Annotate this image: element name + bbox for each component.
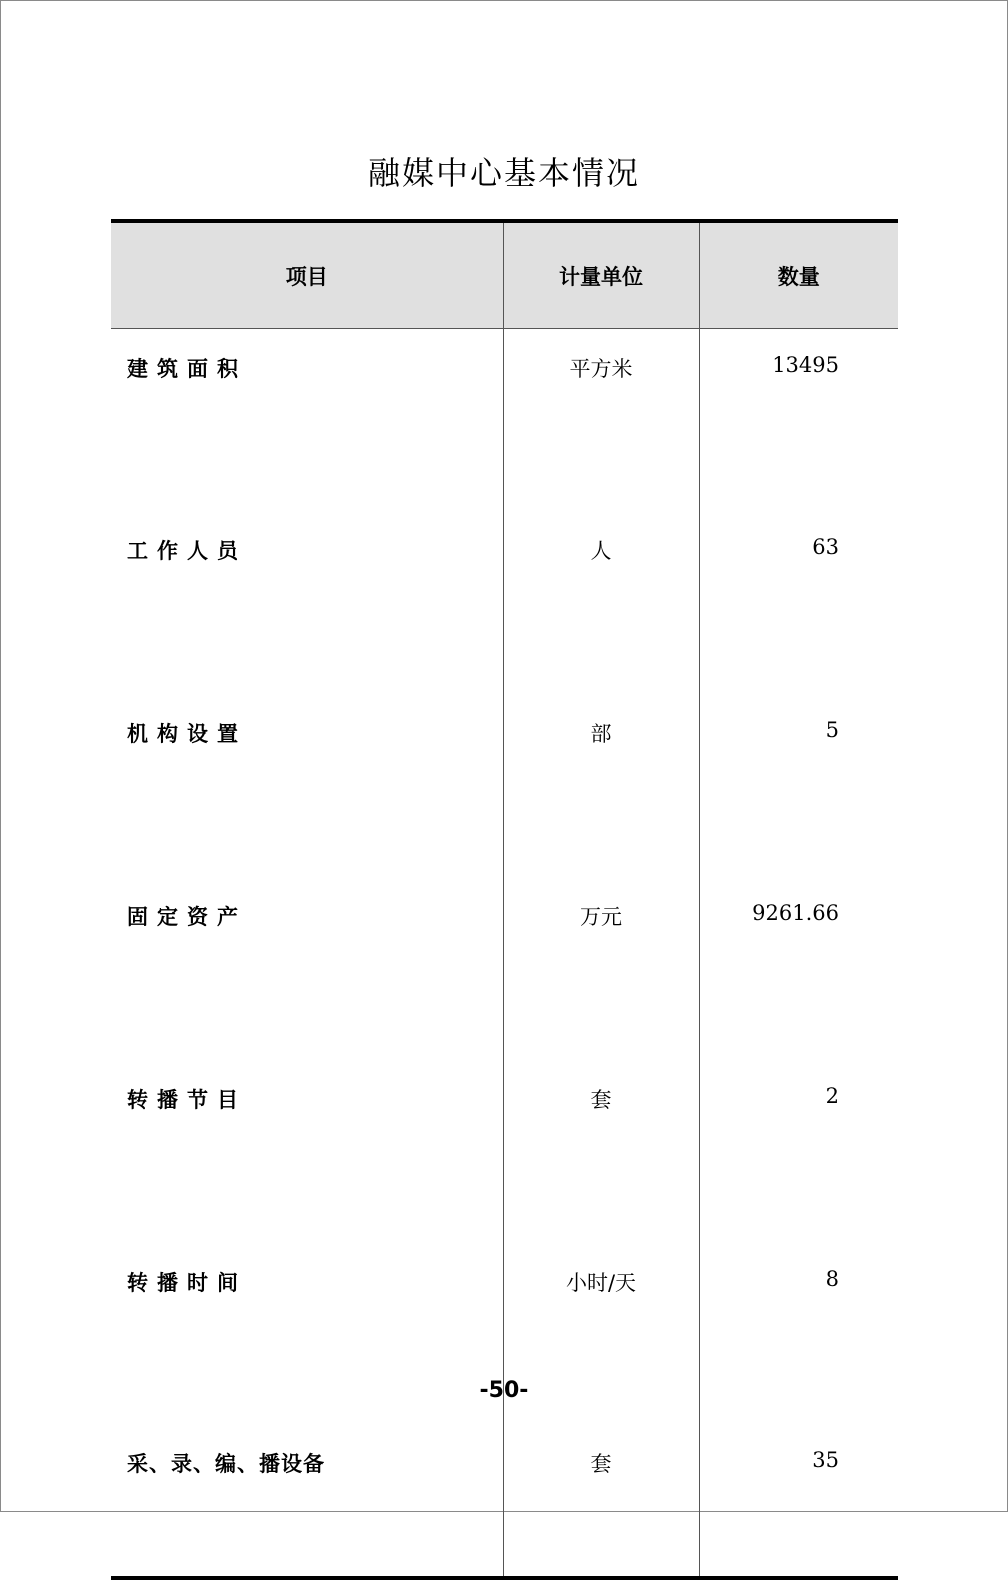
header-item: 项目	[111, 221, 503, 329]
table-header-row	[111, 221, 898, 329]
header-quantity: 数量	[699, 221, 898, 329]
page-title: 融媒中心基本情况	[367, 154, 640, 192]
row-unit: 人	[503, 511, 699, 694]
row-unit: 部	[503, 694, 699, 877]
row-unit: 万元	[503, 877, 699, 1060]
row-item: 工作人员	[127, 539, 247, 563]
row-item: 建筑面积	[127, 357, 247, 381]
row-unit: 套	[503, 1426, 699, 1578]
row-item: 固定资产	[127, 905, 247, 929]
row-item: 采、录、编、播设备	[127, 1452, 325, 1476]
row-quantity: 13495	[699, 329, 898, 512]
table-row	[111, 1060, 898, 1243]
table-row	[111, 1426, 898, 1578]
row-quantity: 63	[699, 511, 898, 694]
page-number: -50-	[479, 1378, 529, 1403]
table-row	[111, 511, 898, 694]
table-row	[111, 877, 898, 1060]
row-item: 转播时间	[127, 1271, 247, 1295]
table-row	[111, 694, 898, 877]
row-quantity: 9261.66	[699, 877, 898, 1060]
table-row	[111, 329, 898, 512]
row-item: 机构设置	[127, 722, 247, 746]
row-quantity: 35	[699, 1426, 898, 1578]
row-quantity: 8	[699, 1243, 898, 1426]
row-item: 转播节目	[127, 1088, 247, 1112]
row-quantity: 5	[699, 694, 898, 877]
row-unit: 小时/天	[503, 1243, 699, 1426]
header-unit: 计量单位	[503, 221, 699, 329]
row-unit: 平方米	[503, 329, 699, 512]
row-unit: 套	[503, 1060, 699, 1243]
data-table	[111, 219, 898, 1580]
row-quantity: 2	[699, 1060, 898, 1243]
